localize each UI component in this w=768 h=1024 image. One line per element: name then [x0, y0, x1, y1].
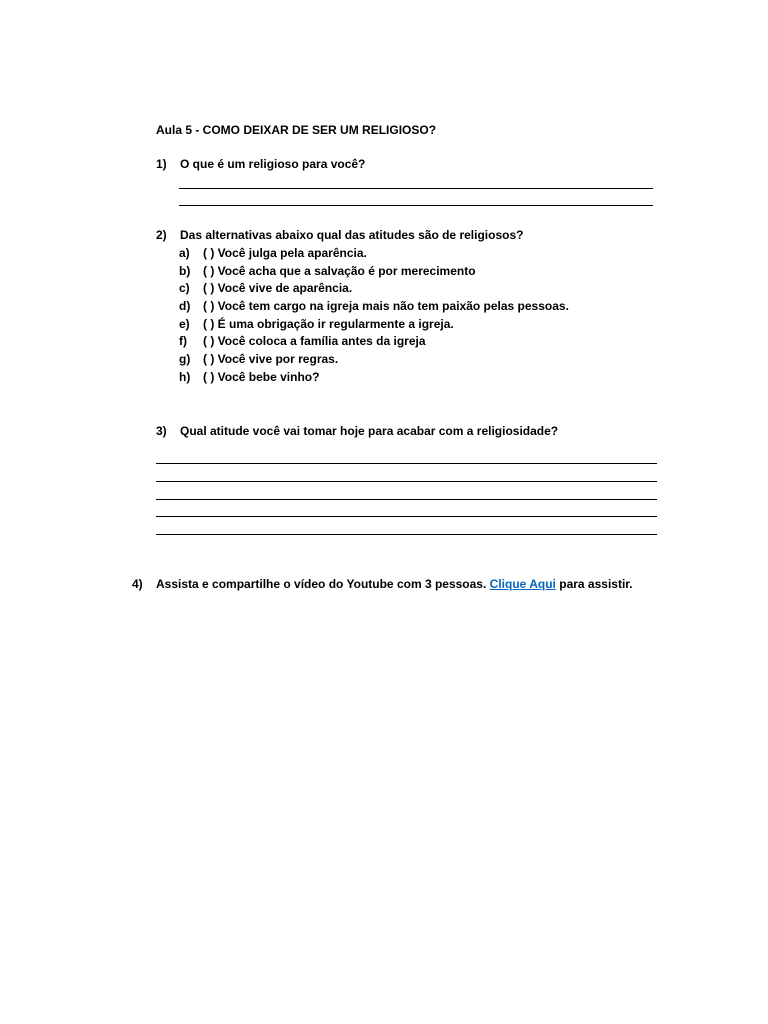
- option-letter: f): [179, 334, 187, 348]
- option-letter: d): [179, 299, 191, 313]
- option-text: ( ) Você coloca a família antes da igreja: [203, 334, 426, 348]
- question-text: Qual atitude você vai tomar hoje para acabar com a religiosidade?: [180, 424, 559, 438]
- answer-line: [156, 481, 657, 482]
- option-e: [179, 316, 454, 332]
- option-text: ( ) Você vive por regras.: [203, 352, 339, 366]
- option-letter: h): [179, 370, 191, 384]
- option-letter: b): [179, 264, 191, 278]
- option-b: [179, 263, 476, 279]
- answer-line: [179, 205, 653, 206]
- answer-line: [179, 188, 653, 189]
- question-number: 2): [156, 228, 167, 242]
- option-h: [179, 369, 319, 385]
- question-text: O que é um religioso para você?: [180, 157, 366, 171]
- question-number: 4): [132, 577, 143, 591]
- option-g: [179, 351, 338, 367]
- option-letter: a): [179, 246, 190, 260]
- document-title: Aula 5 - COMO DEIXAR DE SER UM RELIGIOSO?: [156, 123, 437, 137]
- option-letter: e): [179, 317, 190, 331]
- question-text: Das alternativas abaixo qual das atitudes são de religiosos?: [180, 228, 524, 242]
- option-d: [179, 298, 569, 314]
- question-number: 1): [156, 157, 167, 171]
- answer-line: [156, 499, 657, 500]
- option-letter: g): [179, 352, 191, 366]
- question-3: [156, 423, 558, 439]
- option-text: ( ) Você vive de aparência.: [203, 281, 353, 295]
- option-f: [179, 333, 426, 349]
- option-c: [179, 280, 352, 296]
- question-number: 3): [156, 424, 167, 438]
- option-text: ( ) Você bebe vinho?: [203, 370, 320, 384]
- option-text: ( ) É uma obrigação ir regularmente a igreja.: [203, 317, 454, 331]
- option-letter: c): [179, 281, 190, 295]
- question-text-after: para assistir.: [559, 577, 633, 591]
- option-text: ( ) Você tem cargo na igreja mais não tem paixão pelas pessoas.: [203, 299, 569, 313]
- answer-line: [156, 463, 657, 464]
- question-text: Assista e compartilhe o vídeo do Youtube com 3 pessoas.: [156, 577, 487, 591]
- youtube-link[interactable]: Clique Aqui: [489, 577, 556, 591]
- option-text: ( ) Você julga pela aparência.: [203, 246, 367, 260]
- option-text: ( ) Você acha que a salvação é por merecimento: [203, 264, 476, 278]
- answer-line: [156, 516, 657, 517]
- question-2: [156, 227, 523, 243]
- answer-line: [156, 534, 657, 535]
- question-4: [132, 576, 633, 592]
- option-a: [179, 245, 367, 261]
- question-1: [156, 156, 365, 172]
